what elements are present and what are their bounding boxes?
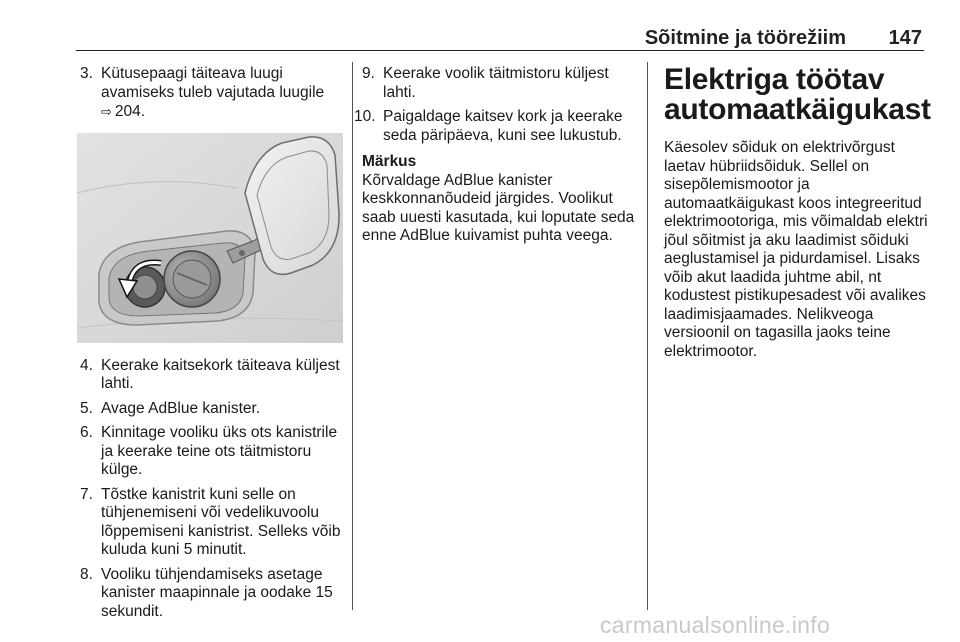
- page-ref-arrow-icon: ⇨: [101, 104, 112, 119]
- list-number: 6.: [80, 424, 93, 441]
- column-divider-1: [352, 62, 353, 610]
- note-title: Märkus: [362, 153, 417, 170]
- list-number: 10.: [354, 108, 376, 125]
- list-item-5: [80, 400, 342, 419]
- list-number: 9.: [362, 65, 375, 82]
- note-box: [362, 153, 642, 246]
- column-divider-2: [647, 62, 648, 610]
- list-item-7: [80, 486, 342, 560]
- list-number: 8.: [80, 565, 93, 583]
- list-number: 7.: [80, 485, 93, 503]
- section-body-text: Käesolev sõiduk on elektrivõrgust laetav hübriidsõiduk. Sellel on sisepõlemismootor ja automaatkäigukast koos integreeritud elektrimootoriga, mis võimaldab elektri jõul sõitmist ja aku laadimist sõiduki aeglustamisel ja pidurdamisel. Lisaks võib akut laadida juhtme abil, nt kodustest pistikupesadest või avalikes laadimisjaamades. Nelikveoga versioonil on tagasilla jaoks teine elektrimootor.: [664, 139, 928, 360]
- list-text: Vooliku tühjendamiseks asetage kanister maapinnale ja oodake 15 sekundit.: [101, 565, 333, 620]
- column-1: [80, 65, 342, 627]
- section-heading: Elektriga töötav automaatkäigukast: [664, 63, 931, 126]
- list-item-4: [80, 357, 342, 394]
- column-2: [354, 65, 642, 246]
- list-text: Tõstke kanistrit kuni selle on tühjenemiseni või vedelikuvoolu lõppemiseni kanistrist. Selleks võib kuluda kuni 5 minutit.: [101, 485, 341, 558]
- page-reference[interactable]: [101, 103, 145, 122]
- fuel-door-illustration-icon: [77, 133, 343, 343]
- column-3: [664, 65, 934, 361]
- list-item-10: [354, 108, 642, 145]
- list-text: Kinnitage vooliku üks ots kanistrile ja keerake teine ots täitmistoru külge.: [101, 424, 338, 478]
- list-number: 5.: [80, 399, 93, 417]
- note-text: Kõrvaldage AdBlue kanister keskkonnanõudeid järgides. Voolikut saab uuesti kasutada, kui loputate seda enne AdBlue kuivamist puhta veega.: [362, 171, 635, 244]
- list-number: 3.: [80, 65, 93, 82]
- list-text: Avage AdBlue kanister.: [101, 399, 261, 417]
- section-title: Sõitmine ja töörežiim: [644, 27, 846, 49]
- list-item-8: [80, 566, 342, 622]
- list-text: Keerake kaitsekork täiteava küljest lahti.: [101, 356, 340, 392]
- list-item-9: [362, 65, 642, 102]
- list-item-3: [80, 65, 342, 122]
- watermark: carmanualsonline.info: [600, 612, 831, 638]
- list-text: Kütusepaagi täiteava luugi avamiseks tuleb vajutada luugile: [101, 65, 325, 101]
- fuel-filler-adblue-illustration: [77, 133, 343, 343]
- list-text: Keerake voolik täitmistoru küljest lahti.: [383, 65, 609, 101]
- page-ref-number: 204.: [114, 103, 146, 120]
- list-item-6: [80, 424, 342, 480]
- list-text: Paigaldage kaitsev kork ja keerake seda päripäeva, kuni see lukustub.: [383, 108, 623, 144]
- page-header: [76, 26, 924, 51]
- page-number: 147: [888, 27, 922, 49]
- list-number: 4.: [80, 356, 93, 374]
